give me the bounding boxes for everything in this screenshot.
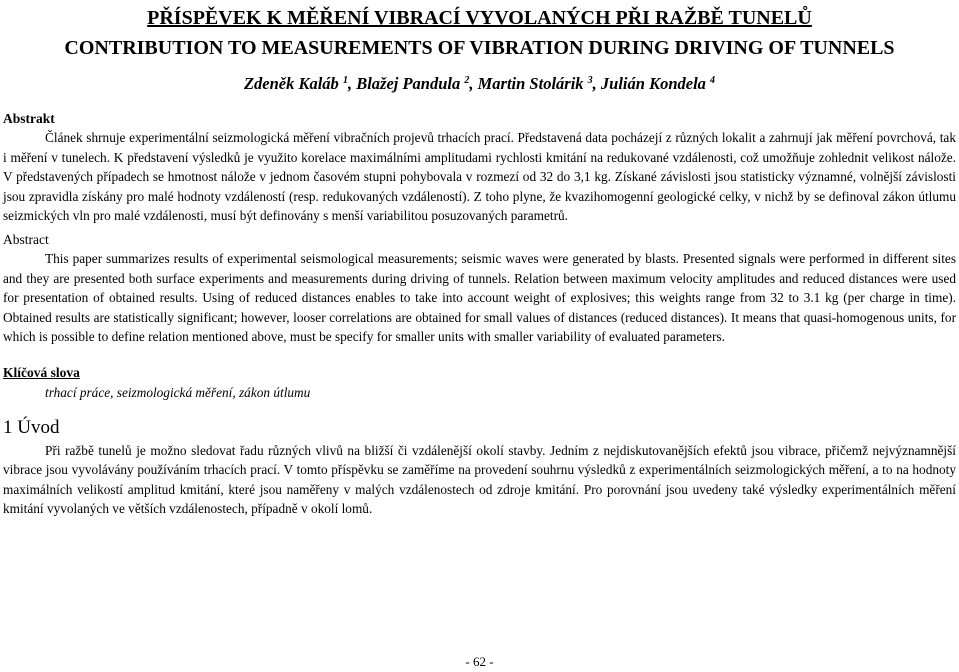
abstract-en-text: This paper summarizes results of experimental seismological measurements; seismic waves were generated by blasts. Presented signals were performed in different sites and they are presented both surface experiments and measurements during driving of tunnels. Relation between maximum velocity amplitudes and reduced distances were used for presentation of obtained results. Using of reduced distances enables to take into account weight of explosives; this weights range from 32 to 3.1 kg (per charge in time). Obtained results are statistically significant; however, looser correlations are obtained for small values of distances (reduced distances). It means that quasi-homogenous units, for which is possible to define relation mentioned above, must be specify for smaller units with smaller variability of evaluated parameters. <box>3 250 956 345</box>
abstract-cz-text: Článek shrnuje experimentální seizmologická měření vibračních projevů trhacích prací. Představená data pocházejí z různých lokalit a zahrnují jak měření povrchová, tak i měření v tunelech. K představení výsledků je využito korelace maximálními amplitudami rychlosti kmitání na redukované vzdálenosti, což umožňuje zohlednit velikost nálože. V představených případech se hmotnost nálože v jednom časovém stupni pohybovala v rozmezí od 32 do 3,1 kg. Získané závislosti jsou statisticky významné, volnější závislosti jsou zpravidla získány pro malé hodnoty vzdáleností (resp. redukovaných vzdáleností). Z toho plyne, že kvazihomogenní geologické celky, v nichž by se definoval zákon útlumu seizmických vln pro malé vzdálenosti, musí být definovány s menší variabilitou posuzovaných parametrů. <box>3 130 956 224</box>
keywords-heading: Klíčová slova <box>3 364 80 380</box>
author-name: Zdeněk Kaláb <box>243 74 339 93</box>
section-heading: 1 Úvod <box>3 416 60 438</box>
author-affiliation: 3 <box>587 75 593 86</box>
authors-line: Zdeněk Kaláb $^1$, Blažej Pandula $^2$, Martin Stolárik $^3$, Julián Kondela $^4$ <box>243 74 716 93</box>
author-affiliation: 4 <box>710 75 716 86</box>
title-english: CONTRIBUTION TO MEASUREMENTS OF VIBRATION DURING DRIVING OF TUNNELS <box>64 37 895 59</box>
page-number: - 62 - <box>465 654 494 669</box>
abstract-en-heading: Abstract <box>3 231 49 247</box>
author-affiliation: 1 <box>342 75 348 86</box>
title-czech: PŘÍSPĚVEK K MĚŘENÍ VIBRACÍ VYVOLANÝCH PŘI RAŽBĚ TUNELŮ <box>147 7 812 29</box>
section-paragraph: Při ražbě tunelů je možno sledovat řadu různých vlivů na bližší či vzdálenější okolí stavby. Jedním z nejdiskutovanějších efektů jsou vibrace, přičemž nejvýznamnější vibrace jsou vyvolávány používáním trhacích prací. V tomto příspěvku se zaměříme na provedení souhrnu výsledků z experimentálních seizmologických měření, a to na hodnoty maximálních velikostí amplitud kmitání, které jsou naměřeny v malých vzdálenostech od zdroje kmitání. Pro porovnání jsou uvedeny také výsledky experimentálních měření kmitání vyvolaných ve větších vzdálenostech, případně v okolí lomů. <box>3 442 956 517</box>
author-name: Martin Stolárik <box>477 74 584 93</box>
author-affiliation: 2 <box>464 75 470 86</box>
author-name: Blažej Pandula <box>356 74 461 93</box>
keywords-text: trhací práce, seizmologická měření, zákon útlumu <box>45 384 311 400</box>
abstract-cz-heading: Abstrakt <box>3 111 55 126</box>
author-name: Julián Kondela <box>600 74 706 93</box>
